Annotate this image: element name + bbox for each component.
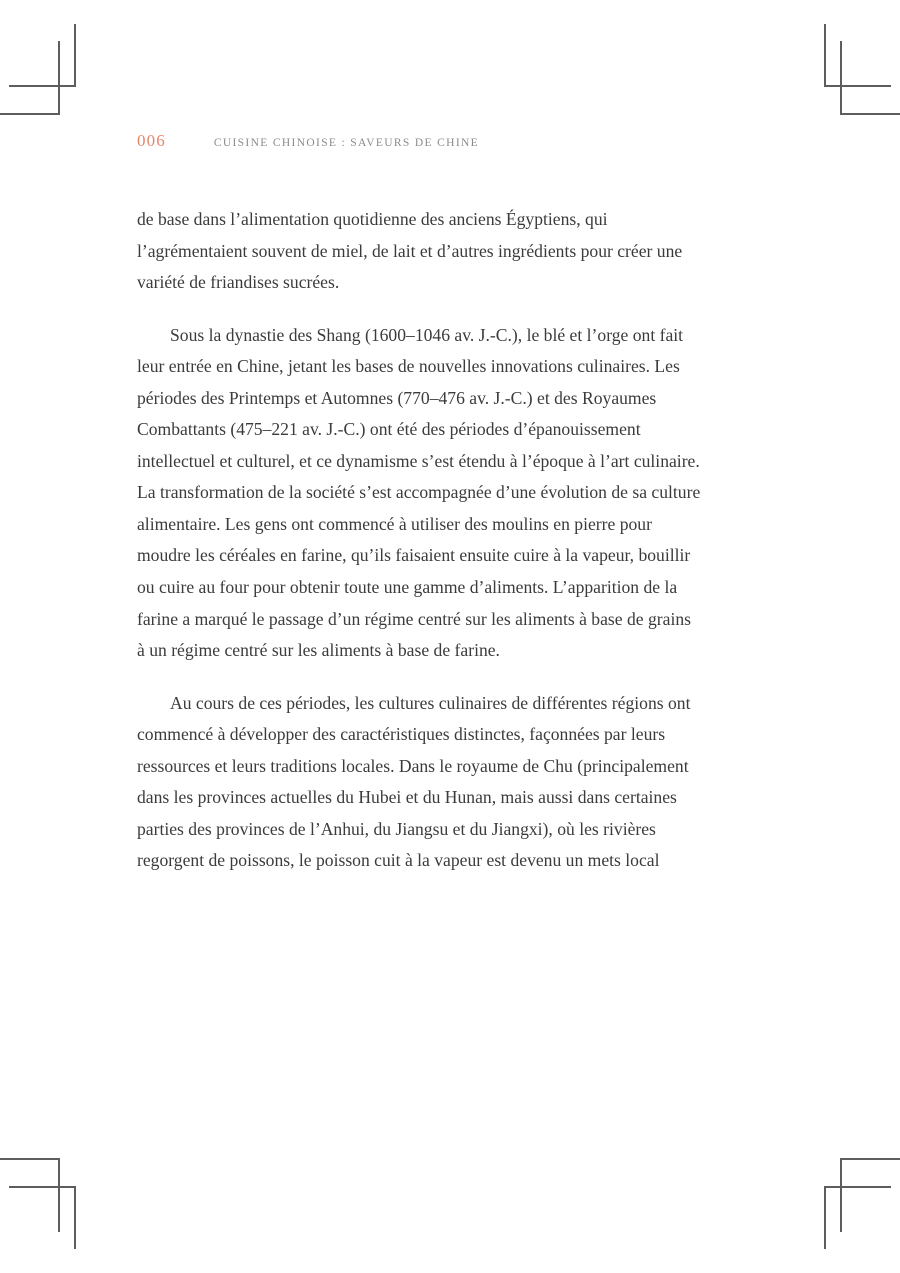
bracket-inner-vertical-rule	[74, 24, 76, 87]
paragraph: Au cours de ces périodes, les cultures culinaires de différentes régions ont commencé à développer des caractéristiques distinctes, façonnées par leurs ressources et leurs traditions locales. Dans le royaume de Chu (principalement dans les provinces actuelles du Hubei et du Hunan, mais aussi dans certaines parties des provinces de l’Anhui, du Jiangsu et du Jiangxi), où les rivières regorgent de poissons, le poisson cuit à la vapeur est devenu un mets local	[137, 692, 691, 871]
bracket-outer-vertical-rule	[58, 1158, 60, 1232]
body-text-block	[137, 204, 703, 877]
bracket-outer-horizontal-rule	[0, 1158, 58, 1160]
bracket-outer-vertical-rule	[840, 41, 842, 115]
page-number: 006	[137, 131, 166, 150]
bracket-inner-horizontal-rule	[9, 1186, 76, 1188]
paragraph: de base dans l’alimentation quotidienne des anciens Égyptiens, qui l’agrémentaient souvent de miel, de lait et d’autres ingrédients pour créer une variété de friandises sucrées.	[137, 209, 683, 293]
bracket-outer-horizontal-rule	[842, 113, 900, 115]
bracket-outer-vertical-rule	[840, 1158, 842, 1232]
bracket-inner-vertical-rule	[74, 1186, 76, 1249]
paragraph: Sous la dynastie des Shang (1600–1046 av. J.-C.), le blé et l’orge ont fait leur entrée en Chine, jetant les bases de nouvelles innovations culinaires. Les périodes des Printemps et Automnes (770–476 av. J.-C.) et des Royaumes Combattants (475–221 av. J.-C.) ont été des périodes d’épanouissement intellectuel et culturel, et ce dynamisme s’est étendu à l’époque à l’art culinaire. La transformation de la société s’est accompagnée d’une évolution de sa culture alimentaire. Les gens ont commencé à utiliser des moulins en pierre pour moudre les céréales en farine, qu’ils faisaient ensuite cuire à la vapeur, bouillir ou cuire au four pour obtenir toute une gamme d’aliments. L’apparition de la farine a marqué le passage d’un régime centré sur les aliments à base de grains à un régime centré sur les aliments à base de farine.	[137, 324, 701, 661]
bracket-outer-horizontal-rule	[0, 113, 58, 115]
corner-ornament-top-right	[790, 0, 900, 115]
corner-ornament-bottom-left	[0, 1158, 110, 1273]
bracket-inner-horizontal-rule	[824, 1186, 891, 1188]
corner-ornament-bottom-right	[790, 1158, 900, 1273]
bracket-inner-vertical-rule	[824, 1186, 826, 1249]
bracket-inner-vertical-rule	[824, 24, 826, 87]
bracket-inner-horizontal-rule	[824, 85, 891, 87]
running-header	[137, 131, 479, 151]
bracket-outer-vertical-rule	[58, 41, 60, 115]
bracket-outer-horizontal-rule	[842, 1158, 900, 1160]
corner-ornament-top-left	[0, 0, 110, 115]
running-title: CUISINE CHINOISE : SAVEURS DE CHINE	[213, 137, 480, 149]
bracket-inner-horizontal-rule	[9, 85, 76, 87]
